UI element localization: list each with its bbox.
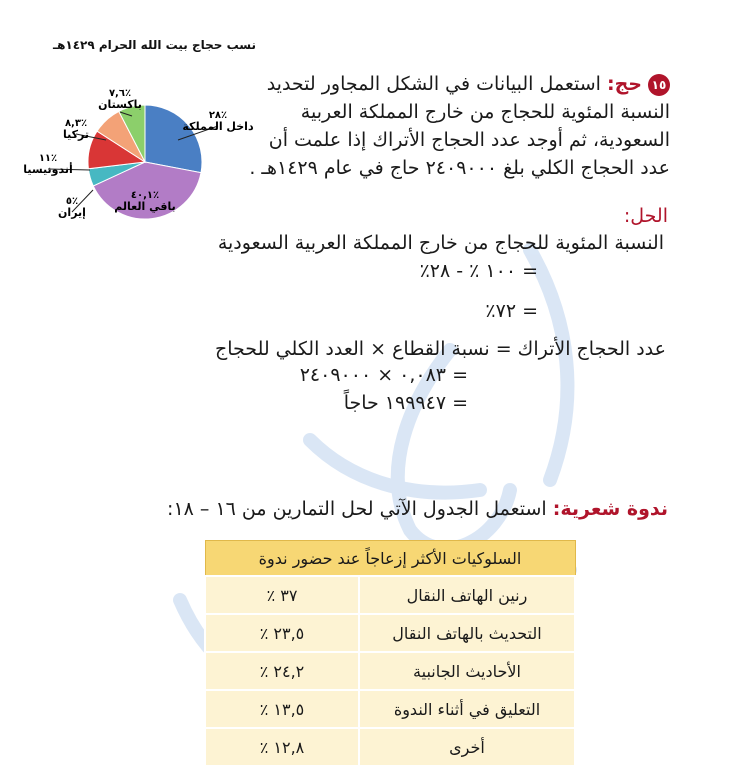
pie-slice xyxy=(145,105,202,173)
table-header: السلوكيات الأكثر إزعاجاً عند حضور ندوة xyxy=(205,541,575,577)
pie-slice-label: تركيا xyxy=(63,128,89,141)
exercise-keyword: ندوة شعرية: xyxy=(552,498,668,520)
pie-slice-label: باقي العالم xyxy=(114,200,176,213)
solution-line-1: النسبة المئوية للحجاج من خارج المملكة العربية السعودية xyxy=(217,232,664,254)
row-label: الأحاديث الجانبية xyxy=(359,652,575,690)
table-row xyxy=(205,728,575,766)
exercise-heading xyxy=(167,498,668,520)
pie-slice-percent: ٧,٦٪ xyxy=(108,88,132,99)
pie-slice-label: باكستان xyxy=(98,98,142,111)
pie-title: نسب حجاج بيت الله الحرام ١٤٢٩هـ xyxy=(52,38,256,52)
row-label: التعليق في أثناء الندوة xyxy=(359,690,575,728)
problem-15 xyxy=(240,70,670,182)
row-label: التحديث بالهاتف النقال xyxy=(359,614,575,652)
solution-line-3: = ٧٢٪ xyxy=(485,300,538,322)
table-row xyxy=(205,614,575,652)
pie-chart xyxy=(0,30,270,230)
exercise-text: استعمل الجدول الآتي لحل التمارين من ١٦ – ١٨: xyxy=(167,498,547,520)
pie-slice-percent: ٨,٣٪ xyxy=(64,118,88,129)
problem-keyword: حج: xyxy=(607,73,642,95)
behaviors-table xyxy=(204,540,576,767)
row-label: أخرى xyxy=(359,728,575,766)
pie-slice-percent: ٤٠,١٪ xyxy=(130,190,160,201)
pie-slice-percent: ٥٪ xyxy=(65,196,79,207)
table-row xyxy=(205,652,575,690)
row-value: ١٣,٥ ٪ xyxy=(205,690,359,728)
pie-slice-percent: ١١٪ xyxy=(38,153,58,164)
pie-slice-label: أندونيسيا xyxy=(23,163,73,176)
solution-line-6: = ١٩٩٩٤٧ حاجاً xyxy=(343,392,468,414)
row-value: ٢٤,٢ ٪ xyxy=(205,652,359,690)
pie-slice-label: إيران xyxy=(58,206,86,219)
problem-number-badge: ١٥ xyxy=(648,74,670,96)
row-label: رنين الهاتف النقال xyxy=(359,576,575,614)
problem-text: استعمل البيانات في الشكل المجاور لتحديد النسبة المئوية للحجاج من خارج المملكة العربية السعودية، ثم أوجد عدد الحجاج الأتراك إذا علمت أن عدد الحجاج الكلي بلغ ٢٤٠٩٠٠٠ حاج في عام ١٤٢٩هـ . xyxy=(249,73,670,179)
pie-slice-percent: ٢٨٪ xyxy=(208,110,228,121)
solution-label: الحل: xyxy=(623,205,668,227)
pie-slice-label: داخل المملكة xyxy=(182,120,254,133)
solution-line-5: = ٠,٠٨٣ × ٢٤٠٩٠٠٠ xyxy=(299,364,468,386)
row-value: ٢٣,٥ ٪ xyxy=(205,614,359,652)
solution-line-4: عدد الحجاج الأتراك = نسبة القطاع × العدد الكلي للحجاج xyxy=(214,338,666,360)
pie-svg xyxy=(0,30,270,230)
solution-line-2: = ١٠٠ ٪ - ٢٨٪ xyxy=(419,260,538,282)
table-row xyxy=(205,576,575,614)
row-value: ١٢,٨ ٪ xyxy=(205,728,359,766)
table-row xyxy=(205,690,575,728)
row-value: ٣٧ ٪ xyxy=(205,576,359,614)
